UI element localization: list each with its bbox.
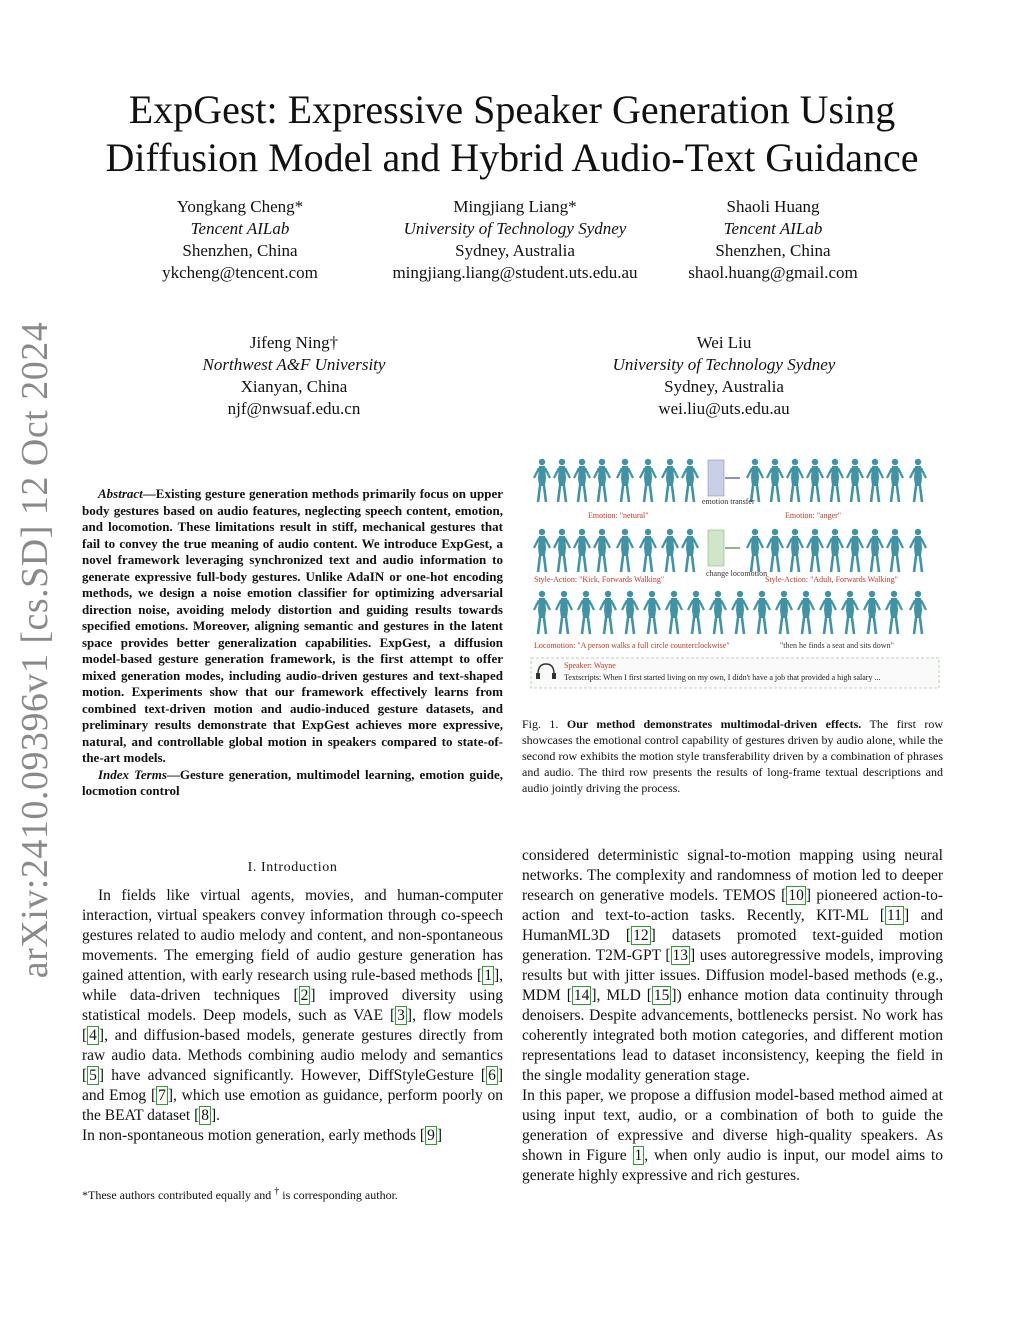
col2-paragraph-1: considered deterministic signal-to-motion mapping using neural networks. The complexity and randomness of motion led to deeper research on generative models. TEMOS [ 10 ] pioneered action-to-action and text-to-action tasks. Recently, KIT-ML [ 11 ] and HumanML3D [ 12 ] datasets promoted text-guided motion generation. T2M-GPT [ 13 ] uses autoregressive models, improving results but with jitter issues. Diffusion model-based methods (e.g., MDM [ 14 ], MLD [ 15 ]) enhance motion data continuity through denoisers. Despite advancements, bottlenecks persist. No work has coherently integrated both motion categories, and different motion representations lead to dataset inconsistency, keeping the field in the single modality generation stage. xyxy=(522,847,944,1084)
label-loco-right: "then he finds a seat and sits down" xyxy=(780,641,894,650)
citation-link[interactable]: 15 xyxy=(653,987,670,1004)
author-email: njf@nwsuaf.edu.cn xyxy=(227,399,361,418)
citation-link[interactable]: 2 xyxy=(300,987,309,1004)
author-name: Jifeng Ning† xyxy=(249,333,339,352)
label-textscripts: Textscripts: When I first started living on my own, I didn't have a job that provided a high salary ... xyxy=(564,673,881,682)
author-block xyxy=(670,196,876,284)
caption-text: The first row showcases the emotional control capability of gestures driven by audio alone, while the second row exhibits the motion style transferability driven by a combination of phrases and audio. The third row presents the results of long-frame textual descriptions and audio jointly driving the process. xyxy=(522,717,943,795)
caption-label: Fig. 1. xyxy=(522,717,559,731)
footnote: *These authors contributed equally and † is corresponding author. xyxy=(82,1186,398,1202)
paper-title xyxy=(60,86,964,182)
citation-link[interactable]: 3 xyxy=(397,1007,405,1024)
index-terms-text: —Gesture generation, multimodel learning, emotion guide, locmotion control xyxy=(82,766,504,798)
intro-paragraph-1: In fields like virtual agents, movies, and human-computer interaction, virtual speakers convey information through co-speech gestures related to audio melody and content, and non-spontaneous movements. The emerging field of audio gesture generation has gained attention, with early research using rule-based methods [ 1 ], while data-driven techniques [ 2 ] improved diversity using statistical models. Deep models, such as VAE [ 3 ], flow models [ 4 ], and diffusion-based models, generate gestures directly from raw audio data. Methods combining audio melody and semantics [ 5 ] have advanced significantly. However, DiffStyleGesture [ 6 ] and Emog [ 7 ], which use emotion as guidance, perform poorly on the BEAT dataset [ 8 ]. xyxy=(82,887,504,1124)
citation-link[interactable]: 5 xyxy=(89,1067,97,1084)
citation-link[interactable]: 6 xyxy=(488,1067,496,1084)
author-affiliation: Tencent AILab xyxy=(723,219,823,238)
citation-link[interactable]: 8 xyxy=(201,1107,209,1124)
row-style-action xyxy=(534,529,926,572)
author-name: Yongkang Cheng* xyxy=(176,197,304,216)
citation-link[interactable]: 1 xyxy=(484,967,492,984)
citation-link[interactable]: 9 xyxy=(427,1127,435,1144)
title-line-2: Diffusion Model and Hybrid Audio-Text Guidance xyxy=(105,135,919,180)
label-change-locomotion: change locomotion xyxy=(706,569,768,578)
citation-link[interactable]: 13 xyxy=(672,947,689,964)
label-speaker: Speaker: Wayne xyxy=(564,661,616,670)
row-emotion xyxy=(534,459,926,502)
label-emotion-anger: Emotion: "anger" xyxy=(785,511,842,520)
author-block xyxy=(180,332,408,420)
citation-link[interactable]: 12 xyxy=(633,927,649,944)
label-emotion-transfer: emotion transfer xyxy=(702,497,755,506)
citation-link[interactable]: 11 xyxy=(887,907,902,924)
label-emotion-neutral: Emotion: "netural" xyxy=(588,511,649,520)
author-email: wei.liu@uts.edu.au xyxy=(658,399,790,418)
intro-column-2 xyxy=(522,846,943,1186)
figure-caption xyxy=(522,716,943,796)
intro-column-1 xyxy=(82,886,503,1146)
arxiv-id-text: arXiv:2410.09396v1 [cs.SD] 12 Oct 2024 xyxy=(14,321,56,979)
label-style-left: Style-Action: "Kick, Forwards Walking" xyxy=(534,575,665,584)
label-style-right: Style-Action: "Adult, Forwards Walking" xyxy=(765,575,898,584)
section-heading: I. Introduction xyxy=(247,860,338,875)
author-affiliation: University of Technology Sydney xyxy=(612,355,836,374)
author-block xyxy=(140,196,340,284)
title-line-1: ExpGest: Expressive Speaker Generation Using xyxy=(128,87,896,132)
row-locomotion xyxy=(534,591,926,634)
author-location: Shenzhen, China xyxy=(715,241,831,260)
author-block xyxy=(370,196,660,284)
figure-1 xyxy=(530,452,940,692)
figure-1-graphic xyxy=(530,452,940,692)
author-affiliation: Northwest A&F University xyxy=(202,355,386,374)
author-name: Shaoli Huang xyxy=(726,197,820,216)
col2-paragraph-2: In this paper, we propose a diffusion model-based method aimed at using input text, audio, or a combination of both to guide the generation of expressive and diverse high-quality speakers. As shown in Figure 1 , when only audio is input, our model aims to generate highly expressive and rich gestures. xyxy=(522,1087,943,1184)
label-loco-left: Locomotion: "A person walks a full circle counterclockwise" xyxy=(534,641,730,650)
author-affiliation: Tencent AILab xyxy=(190,219,290,238)
citation-link[interactable]: 14 xyxy=(573,987,590,1004)
author-affiliation: University of Technology Sydney xyxy=(403,219,627,238)
author-location: Xianyan, China xyxy=(240,377,348,396)
author-location: Sydney, Australia xyxy=(455,241,575,260)
citation-link[interactable]: 10 xyxy=(788,887,804,904)
author-name: Wei Liu xyxy=(696,333,752,352)
author-block xyxy=(590,332,858,420)
abstract xyxy=(82,486,503,800)
abstract-text: —Existing gesture generation methods primarily focus on upper body gestures based on audio features, neglecting speech content, emotion, and locomotion. These limitations result in stiff, mechanical gestures that fail to convey the true meaning of audio content. We introduce ExpGest, a novel framework leveraging synchronized text and audio information to generate expressive full-body gestures. Unlike AdaIN or one-hot encoding methods, we design a noise emotion classifier for optimizing adversarial direction noise, avoiding melody distortion and guiding results towards specified emotions. Moreover, aligning semantic and gestures in the latent space provides better generalization capabilities. ExpGest, a diffusion model-based gesture generation framework, is the first attempt to offer mixed generation modes, including audio-driven gestures and text-shaped motion. Experiments show that our framework effectively learns from combined text-driven motion and audio-induced gesture datasets, and preliminary results demonstrate that ExpGest achieves more expressive, natural, and controllable global motion in speakers compared to state-of-the-art models. xyxy=(82,486,503,765)
abstract-label: Abstract xyxy=(98,486,143,501)
intro-paragraph-2: In non-spontaneous motion generation, early methods [ 9 ] xyxy=(82,1127,443,1144)
author-email: shaol.huang@gmail.com xyxy=(688,263,858,282)
author-location: Shenzhen, China xyxy=(182,241,298,260)
author-email: ykcheng@tencent.com xyxy=(162,263,318,282)
index-terms-label: Index Terms xyxy=(98,766,167,782)
caption-bold: Our method demonstrates multimodal-driven effects. xyxy=(566,717,862,731)
citation-link[interactable]: 4 xyxy=(89,1027,97,1044)
author-location: Sydney, Australia xyxy=(664,377,784,396)
figure-link[interactable]: 1 xyxy=(634,1147,643,1164)
arxiv-identifier xyxy=(10,321,60,979)
citation-link[interactable]: 7 xyxy=(158,1087,166,1104)
author-email: mingjiang.liang@student.uts.edu.au xyxy=(392,263,638,282)
author-name: Mingjiang Liang* xyxy=(453,197,577,216)
